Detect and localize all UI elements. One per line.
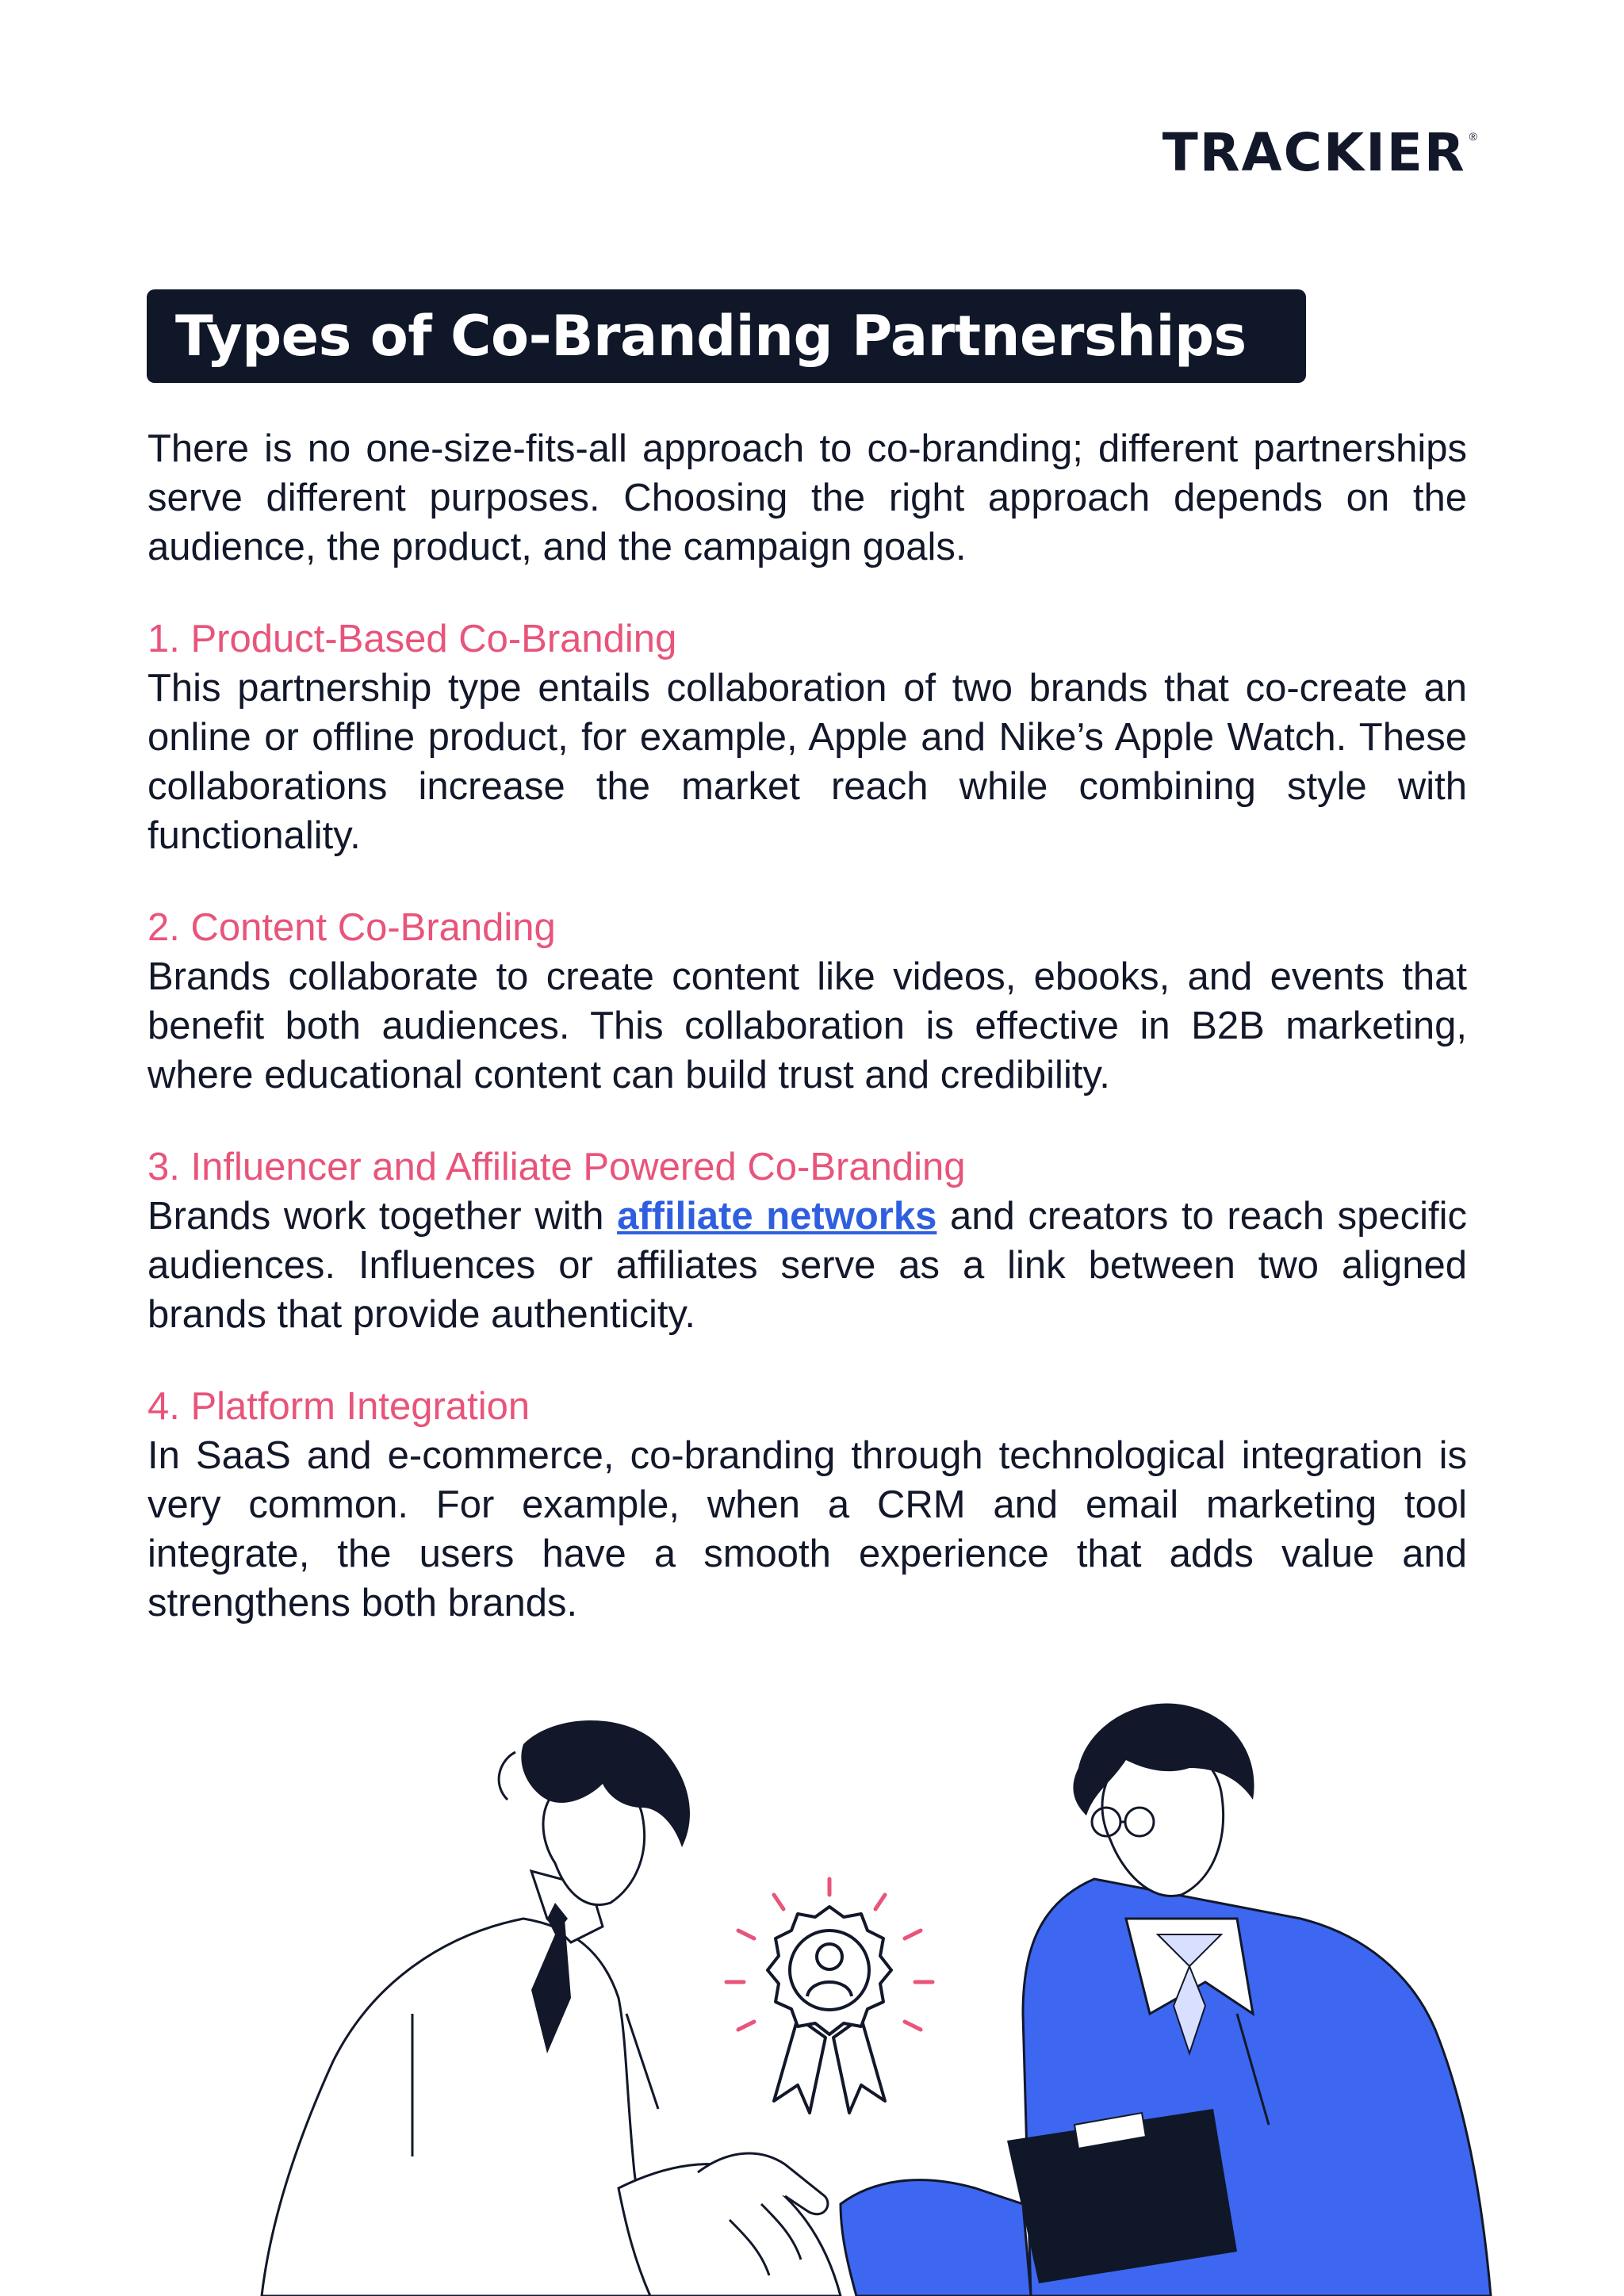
affiliate-networks-link[interactable]: affiliate networks [617,1195,937,1238]
right-businessman [1007,1703,1491,2296]
section-body: This partnership type entails collaboration of two brands that co-create an online or offline product, for example, Apple and Nike’s Apple Watch. These collaborations increase the market reach while combining style with functionality. [147,667,1467,857]
title-banner [147,289,1306,383]
section-body: In SaaS and e-commerce, co-branding through technological integration is very common. For example, when a CRM and email marketing tool integrate, the users have a smooth experience that adds value and strengthens both brands. [147,1434,1467,1624]
section-body [147,1192,1467,1339]
intro-paragraph: There is no one-size-fits-all approach to co-branding; different partnerships serve different purposes. Choosing the right approach depends on the audience, the product, and the campaign goals. [147,427,1467,568]
section-heading: 1. Product-Based Co-Branding [147,618,677,660]
section-heading: 2. Content Co-Branding [147,906,556,949]
body-text-after-link: and creators to reach specific audiences. Influences or affiliates serve as a link between two aligned brands that provide authenticity. [147,1195,1467,1336]
article-content [147,424,1467,1628]
handshake-illustration [0,1681,1624,2296]
handshake-icon [619,2153,1031,2296]
trackier-logo [1162,122,1477,183]
logo-text: TRACKIER [1162,122,1466,183]
section-platform-integration [147,1382,1467,1628]
section-influencer-affiliate [147,1142,1467,1339]
section-body: Brands collaborate to create content like videos, ebooks, and events that benefit both audiences. This collaboration is effective in B2B marketing, where educational content can build trust and credibility. [147,955,1467,1096]
body-text-before-link: Brands work together with [147,1195,604,1238]
registered-mark: ® [1469,130,1477,143]
section-product-based [147,614,1467,860]
award-badge-icon [726,1879,933,2113]
page-title: Types of Co-Branding Partnerships [175,304,1247,369]
section-heading: 4. Platform Integration [147,1385,530,1428]
section-heading: 3. Influencer and Affiliate Powered Co-Branding [147,1146,966,1188]
section-content-cobranding [147,903,1467,1100]
